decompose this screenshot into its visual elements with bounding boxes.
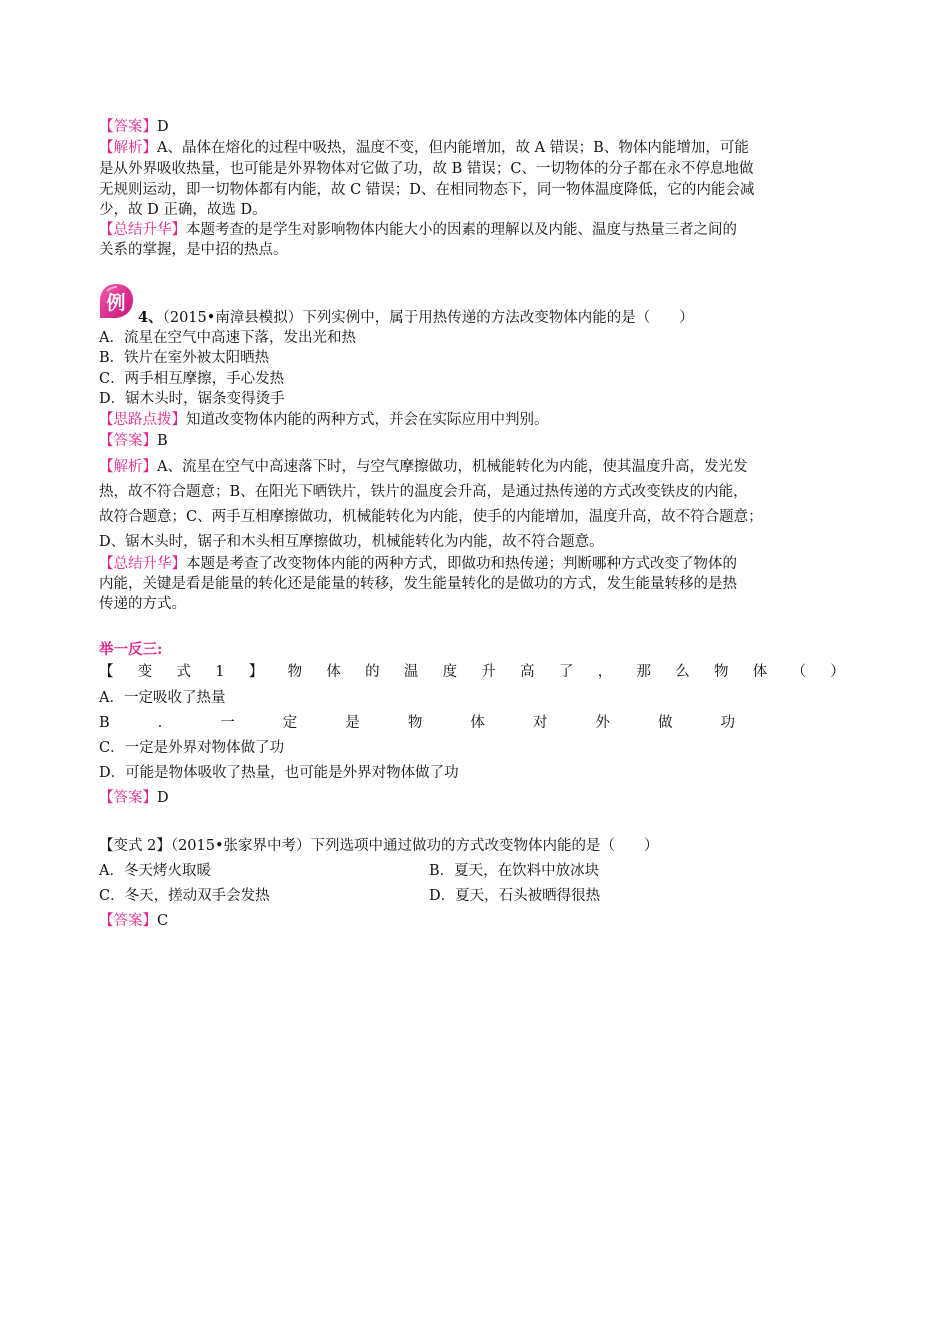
v1-stem-char: 温 xyxy=(403,664,419,680)
q3-answer-line xyxy=(99,117,859,137)
summary-text: 本题是考查了改变物体内能的两种方式，即做功和热传递；判断哪种方式改变了物体的 xyxy=(186,556,737,572)
v1-stem-char: 度 xyxy=(442,664,458,680)
answer-value: D xyxy=(157,790,169,806)
q4-option-c: C．两手相互摩擦，手心发热 xyxy=(99,371,285,387)
v1-stem-char: 了 xyxy=(558,664,574,680)
q4-answer-line xyxy=(99,431,859,451)
q3-analysis-line-3: 无规则运动，即一切物体都有内能，故 C 错误；D、在相同物态下，同一物体温度降低，它的内能会减 xyxy=(99,182,755,198)
v1-option-c: C．一定是外界对物体做了功 xyxy=(99,740,285,756)
v1-option-b-char: 是 xyxy=(345,715,360,731)
q4-option-a: A．流星在空气中高速下落，发出光和热 xyxy=(99,330,356,346)
q4-analysis-line-3: 故符合题意；C、两手互相摩擦做功，机械能转化为内能，使手的内能增加，温度升高，故不符合题意； xyxy=(99,509,763,525)
v1-option-b-char: 对 xyxy=(532,715,548,731)
q4-number: 4、 xyxy=(138,309,163,326)
v1-stem-char: 1 xyxy=(215,664,225,680)
v1-option-b-char: B xyxy=(99,715,110,731)
v1-stem-char: 的 xyxy=(365,664,380,680)
summary-text: 本题考查的是学生对影响物体内能大小的因素的理解以及内能、温度与热量三者之间的 xyxy=(186,222,737,238)
hint-tag: 【思路点拨】 xyxy=(99,412,186,428)
q4-hint-line xyxy=(99,410,859,430)
q4-stem-text: （2015•南漳县模拟）下列实例中，属于用热传递的方法改变物体内能的是（ ） xyxy=(162,310,694,326)
q4-summary-line-2: 内能，关键是看是能量的转化还是能量的转移，发生能量转化的是做功的方式，发生能量转移的是热 xyxy=(99,576,737,592)
q3-analysis-line-1 xyxy=(99,138,859,158)
v1-stem-char: 体 xyxy=(326,664,341,680)
v1-option-b-char: ． xyxy=(157,715,173,731)
v1-stem-char: 物 xyxy=(287,664,303,680)
analysis-tag: 【解析】 xyxy=(99,140,157,156)
v2-stem: 【变式 2】（2015•张家界中考）下列选项中通过做功的方式改变物体内能的是（ ） xyxy=(99,838,659,854)
v2-options-row-1 xyxy=(99,861,859,881)
badge-label: 例 xyxy=(106,291,126,314)
hint-text: 知道改变物体内能的两种方式，并会在实际应用中判别。 xyxy=(186,412,549,428)
v1-option-b-char: 物 xyxy=(407,715,423,731)
v2-option-b: B．夏天，在饮料中放冰块 xyxy=(429,863,600,879)
v1-option-b-char: 体 xyxy=(470,715,485,731)
v1-stem-char: 升 xyxy=(481,664,496,680)
summary-tag: 【总结升华】 xyxy=(99,556,186,572)
q4-analysis-line-4: D、锯木头时，锯子和木头相互摩擦做功，机械能转化为内能，故不符合题意。 xyxy=(99,534,604,550)
answer-tag: 【答案】 xyxy=(99,433,157,449)
v1-stem-char: 高 xyxy=(520,664,535,680)
q3-summary-line-2: 关系的掌握，是中招的热点。 xyxy=(99,242,288,258)
q4-stem xyxy=(138,308,898,328)
v2-answer-line xyxy=(99,911,859,931)
answer-tag: 【答案】 xyxy=(99,790,157,806)
v2-options-row-2 xyxy=(99,886,859,906)
summary-tag: 【总结升华】 xyxy=(99,222,186,238)
v1-stem-char: ， xyxy=(597,664,613,680)
v1-option-d: D．可能是物体吸收了热量，也可能是外界对物体做了功 xyxy=(99,765,459,781)
v1-stem-char: 物 xyxy=(713,664,729,680)
v1-option-b-char: 做 xyxy=(657,715,673,731)
q4-option-d: D．锯木头时，锯条变得烫手 xyxy=(99,391,285,407)
answer-tag: 【答案】 xyxy=(99,119,157,135)
v1-stem-char: 式 xyxy=(176,664,192,680)
v1-stem-char: 那 xyxy=(636,664,651,680)
v1-stem-char: 么 xyxy=(675,664,690,680)
v1-stem-char: 体 xyxy=(752,664,768,680)
v1-option-b-char: 外 xyxy=(595,715,610,731)
q4-option-b: B．铁片在室外被太阳晒热 xyxy=(99,350,270,366)
v1-option-a: A．一定吸收了热量 xyxy=(99,690,226,706)
v2-option-d: D．夏天，石头被晒得很热 xyxy=(429,888,601,904)
answer-value: B xyxy=(157,433,168,449)
v1-option-b-char: 一 xyxy=(220,715,235,731)
q4-summary-line-3: 传递的方式。 xyxy=(99,596,186,612)
q3-analysis-line-2: 是从外界吸收热量，也可能是外界物体对它做了功，故 B 错误；C、一切物体的分子都在永不停息地做 xyxy=(99,161,754,177)
analysis-tag: 【解析】 xyxy=(99,459,157,475)
v1-answer-line xyxy=(99,788,859,808)
analysis-text: A、流星在空气中高速落下时，与空气摩擦做功，机械能转化为内能，使其温度升高，发光发 xyxy=(157,459,748,475)
v2-option-a: A．冬天烤火取暖 xyxy=(99,863,211,879)
q4-analysis-line-2: 热，故不符合题意；B、在阳光下晒铁片，铁片的温度会升高，是通过热传递的方式改变铁皮的内能， xyxy=(99,484,748,500)
v1-stem-char: 变 xyxy=(137,664,153,680)
v2-option-c: C．冬天，搓动双手会发热 xyxy=(99,888,270,904)
answer-value: D xyxy=(157,119,169,135)
v1-option-b-char: 定 xyxy=(282,715,298,731)
v1-stem-char: 】 xyxy=(248,664,264,680)
v1-stem xyxy=(99,662,845,682)
v1-option-b xyxy=(99,713,735,733)
practice-heading: 举一反三: xyxy=(99,641,163,658)
v1-stem-char: ） xyxy=(830,664,845,680)
v1-stem-char: 【 xyxy=(99,664,114,680)
v1-option-b-char: 功 xyxy=(720,715,735,731)
q3-analysis-line-4: 少，故 D 正确，故选 D。 xyxy=(99,202,267,218)
example-badge xyxy=(96,281,136,321)
analysis-text: A、晶体在熔化的过程中吸热，温度不变，但内能增加，故 A 错误；B、物体内能增加，可能 xyxy=(157,140,749,156)
v1-stem-char: （ xyxy=(791,664,807,680)
answer-tag: 【答案】 xyxy=(99,913,157,929)
q4-analysis-line-1 xyxy=(99,457,859,477)
q3-summary-line-1 xyxy=(99,220,859,240)
q4-summary-line-1 xyxy=(99,554,859,574)
answer-value: C xyxy=(157,913,169,929)
